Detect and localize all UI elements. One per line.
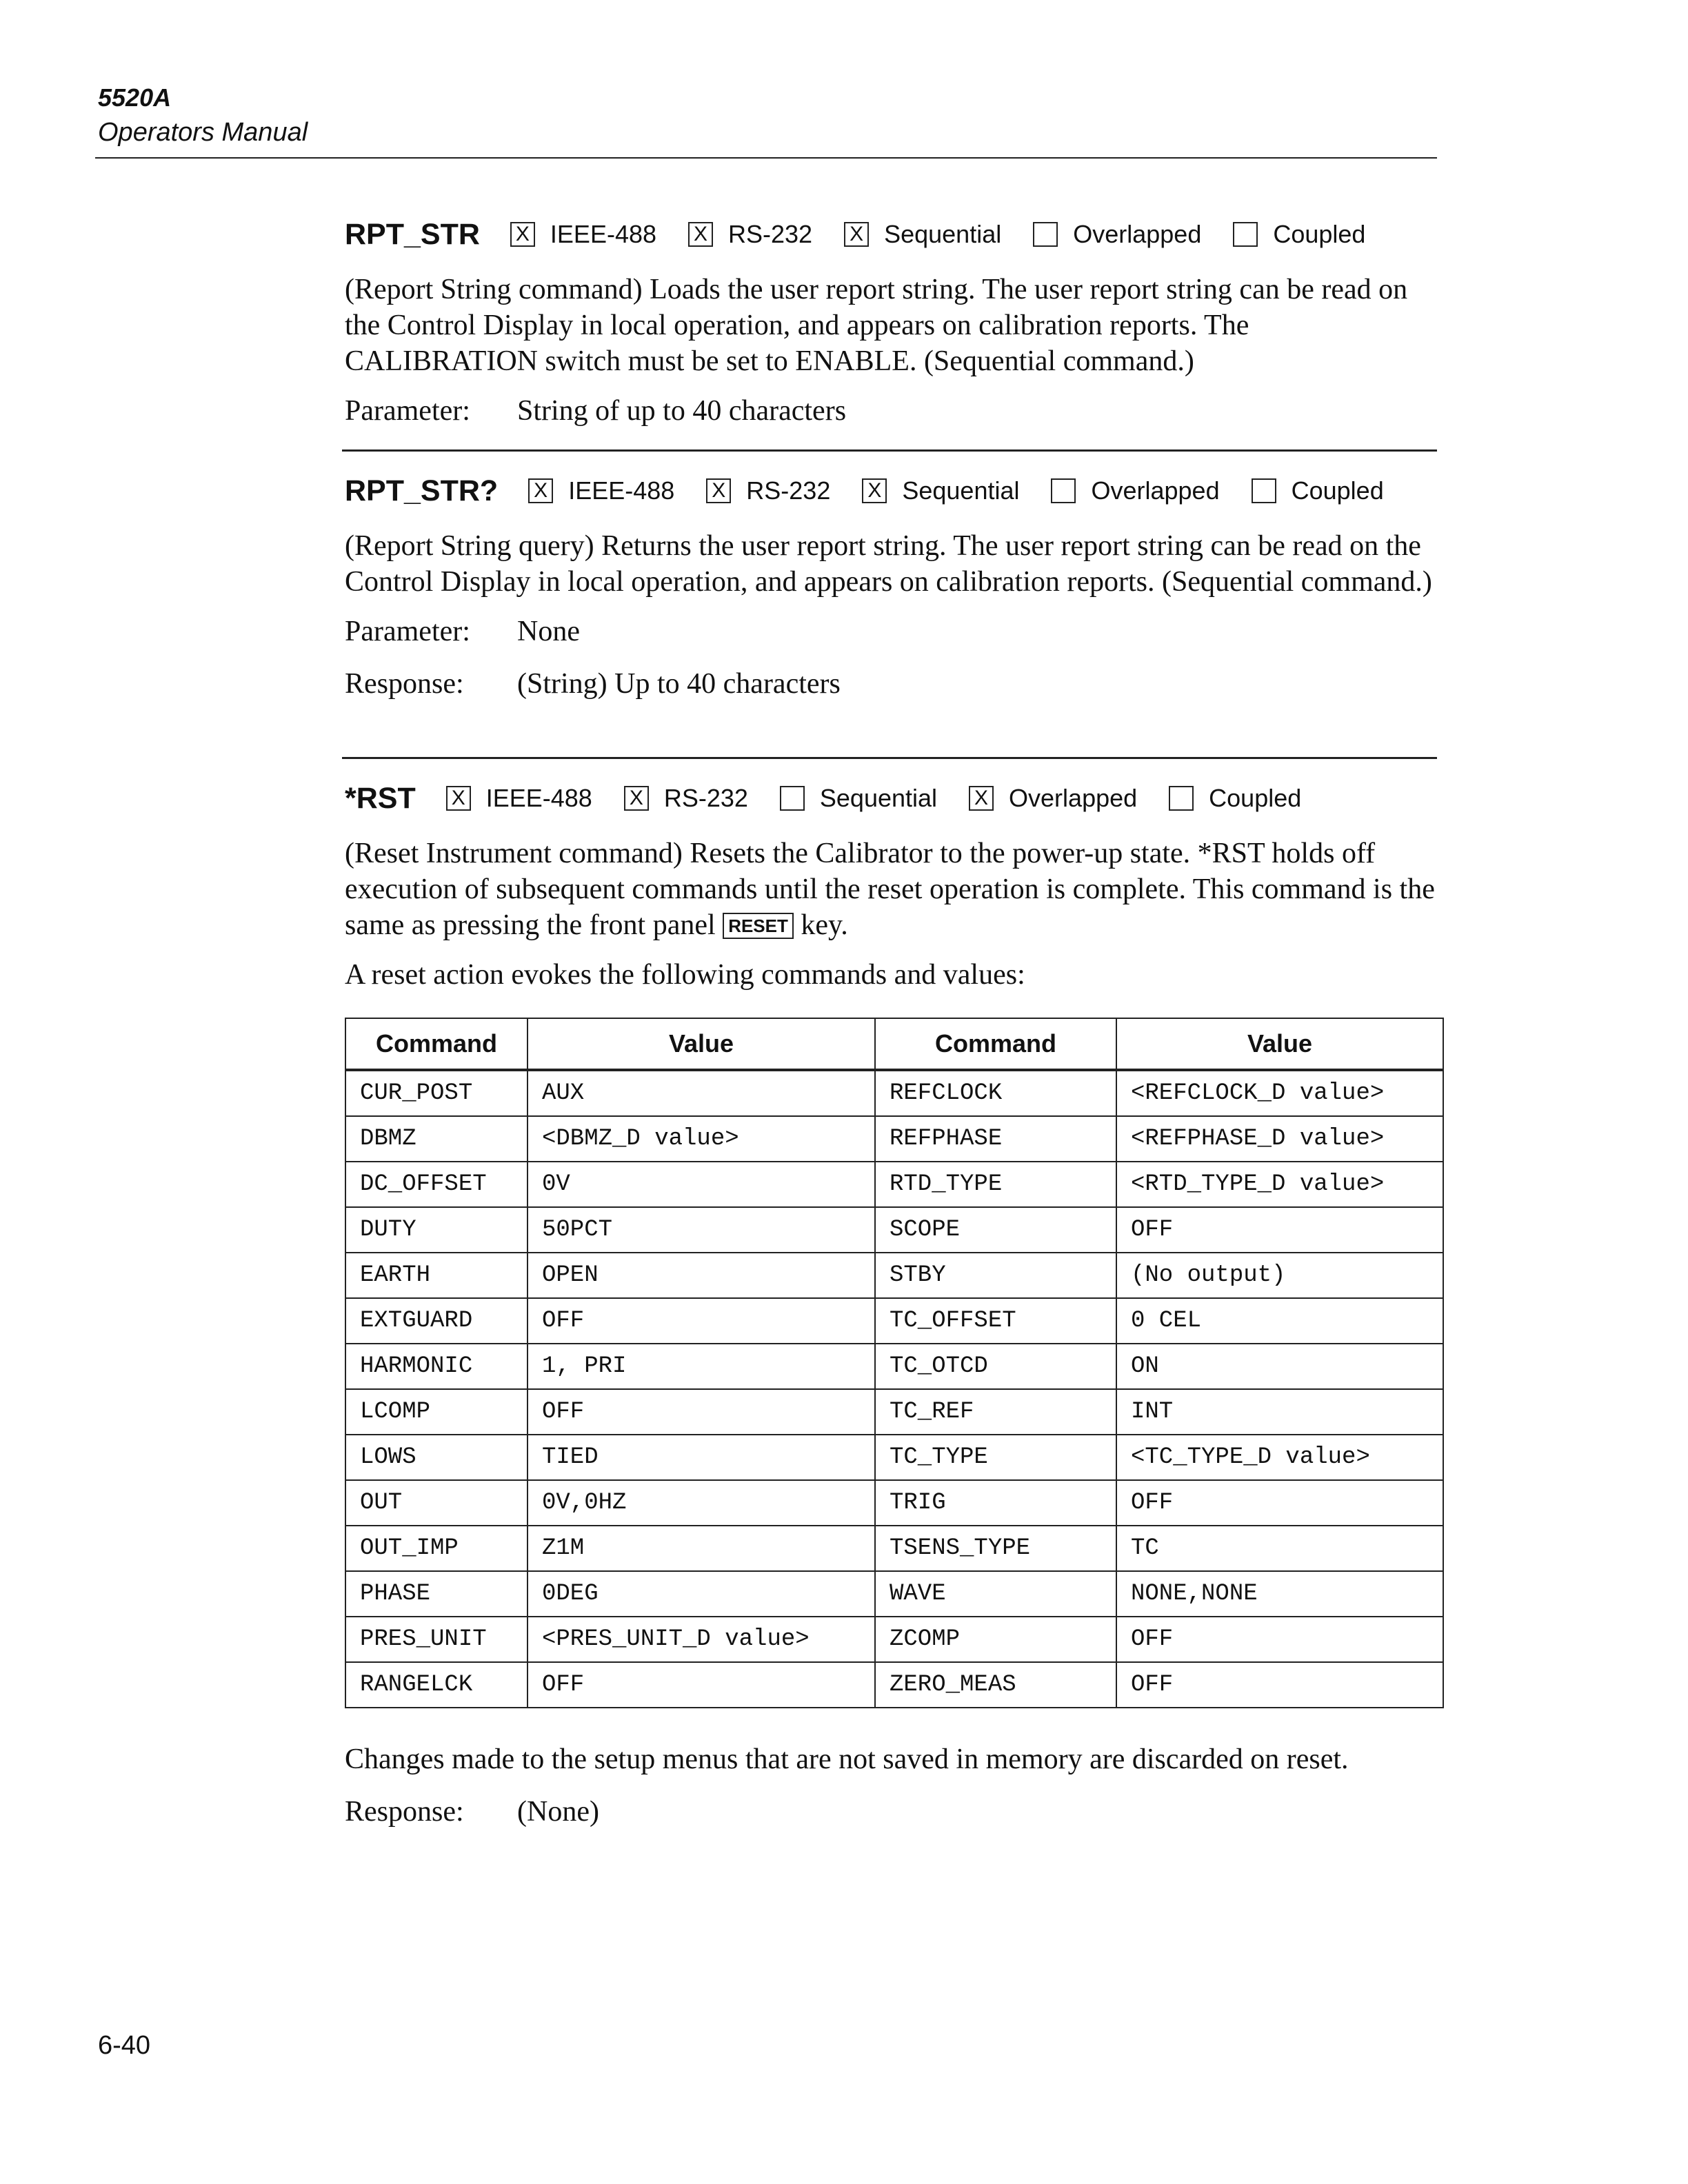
command-cell: TC_TYPE — [875, 1435, 1116, 1480]
table-row — [345, 1207, 1443, 1253]
value-cell: NONE,NONE — [1116, 1571, 1443, 1617]
flag-overlapped: Overlapped — [1033, 220, 1201, 249]
command-cell: DUTY — [345, 1207, 528, 1253]
command-cell: SCOPE — [875, 1207, 1116, 1253]
command-cell: EXTGUARD — [345, 1298, 528, 1344]
flag-sequential: X Sequential — [844, 220, 1001, 249]
value-cell: <PRES_UNIT_D value> — [528, 1617, 875, 1662]
command-cell: OUT_IMP — [345, 1526, 528, 1571]
command-header — [345, 470, 1437, 512]
table-row — [345, 1617, 1443, 1662]
checkbox-checked-icon: X — [624, 786, 649, 811]
value-cell: OFF — [1116, 1617, 1443, 1662]
response-row: Response: (None) — [345, 1796, 599, 1828]
command-cell: CUR_POST — [345, 1070, 528, 1116]
value-cell: <TC_TYPE_D value> — [1116, 1435, 1443, 1480]
response-row: Response: (String) Up to 40 characters — [345, 668, 841, 700]
column-header: Command — [875, 1018, 1116, 1070]
table-intro: A reset action evokes the following commands and values: — [345, 959, 1025, 991]
checkbox-checked-icon: X — [528, 478, 553, 503]
command-cell: PHASE — [345, 1571, 528, 1617]
value-cell: OFF — [528, 1662, 875, 1708]
command-cell: DBMZ — [345, 1116, 528, 1162]
value-cell: AUX — [528, 1070, 875, 1116]
checkbox-empty-icon — [1033, 222, 1058, 247]
section-rst — [345, 778, 1437, 993]
checkbox-checked-icon: X — [969, 786, 994, 811]
reset-note: Changes made to the setup menus that are not saved in memory are discarded on reset. — [345, 1743, 1349, 1775]
value-cell: OFF — [528, 1298, 875, 1344]
value-cell: <DBMZ_D value> — [528, 1116, 875, 1162]
parameter-row: Parameter: None — [345, 616, 580, 647]
flag-coupled: Coupled — [1169, 784, 1301, 813]
value-cell: 0V,0HZ — [528, 1480, 875, 1526]
command-description: (Report String command) Loads the user report string. The user report string can be read on the Control Display in local operation, and appears on calibration reports. The CALIBRATION switch must be set to ENABLE. (Sequential command.) — [345, 274, 1408, 377]
flag-coupled: Coupled — [1233, 220, 1365, 249]
flag-rs232: X RS-232 — [706, 476, 830, 505]
command-cell: REFPHASE — [875, 1116, 1116, 1162]
manual-title: Operators Manual — [98, 118, 308, 147]
checkbox-checked-icon: X — [688, 222, 713, 247]
checkbox-checked-icon: X — [706, 478, 731, 503]
value-cell: OFF — [1116, 1207, 1443, 1253]
command-cell: DC_OFFSET — [345, 1162, 528, 1207]
command-cell: TSENS_TYPE — [875, 1526, 1116, 1571]
value-cell: OFF — [528, 1389, 875, 1435]
command-cell: PRES_UNIT — [345, 1617, 528, 1662]
checkbox-checked-icon: X — [446, 786, 471, 811]
reset-key-icon: RESET — [723, 913, 794, 939]
command-cell: LOWS — [345, 1435, 528, 1480]
checkbox-empty-icon — [1051, 478, 1076, 503]
flag-rs232: X RS-232 — [688, 220, 812, 249]
command-cell: REFCLOCK — [875, 1070, 1116, 1116]
flag-sequential: X Sequential — [862, 476, 1019, 505]
value-cell: <REFPHASE_D value> — [1116, 1116, 1443, 1162]
column-header: Command — [345, 1018, 528, 1070]
command-cell: RTD_TYPE — [875, 1162, 1116, 1207]
table-row — [345, 1526, 1443, 1571]
checkbox-checked-icon: X — [510, 222, 535, 247]
table-row — [345, 1298, 1443, 1344]
table-row — [345, 1662, 1443, 1708]
value-cell: <REFCLOCK_D value> — [1116, 1070, 1443, 1116]
checkbox-empty-icon — [1252, 478, 1276, 503]
table-row — [345, 1344, 1443, 1389]
command-cell: ZERO_MEAS — [875, 1662, 1116, 1708]
flag-coupled: Coupled — [1252, 476, 1384, 505]
table-row — [345, 1162, 1443, 1207]
section-divider — [342, 449, 1437, 452]
flag-sequential: Sequential — [780, 784, 937, 813]
value-cell: TIED — [528, 1435, 875, 1480]
command-name: RPT_STR? — [345, 474, 499, 507]
value-cell: OFF — [1116, 1480, 1443, 1526]
table-row — [345, 1571, 1443, 1617]
value-cell: ON — [1116, 1344, 1443, 1389]
table-row — [345, 1116, 1443, 1162]
value-cell: 0 CEL — [1116, 1298, 1443, 1344]
flag-ieee488: X IEEE-488 — [528, 476, 674, 505]
command-cell: TRIG — [875, 1480, 1116, 1526]
manual-model: 5520A — [98, 83, 172, 112]
flag-overlapped: X Overlapped — [969, 784, 1137, 813]
parameter-row: Parameter: String of up to 40 characters — [345, 395, 847, 427]
reset-values-table — [345, 1018, 1444, 1708]
checkbox-empty-icon — [1169, 786, 1194, 811]
command-cell: TC_OFFSET — [875, 1298, 1116, 1344]
checkbox-checked-icon: X — [844, 222, 869, 247]
table-row — [345, 1435, 1443, 1480]
table-row — [345, 1389, 1443, 1435]
page-number: 6-40 — [98, 2031, 151, 2060]
value-cell: 0DEG — [528, 1571, 875, 1617]
command-cell: WAVE — [875, 1571, 1116, 1617]
value-cell: OPEN — [528, 1253, 875, 1298]
section-rpt-str — [345, 214, 1437, 429]
header-divider — [95, 157, 1437, 159]
command-name: RPT_STR — [345, 217, 480, 251]
value-cell: 1, PRI — [528, 1344, 875, 1389]
command-header — [345, 778, 1437, 819]
value-cell: Z1M — [528, 1526, 875, 1571]
flag-ieee488: X IEEE-488 — [446, 784, 592, 813]
section-rpt-str-query — [345, 470, 1437, 702]
command-header — [345, 214, 1437, 255]
section-divider — [342, 757, 1437, 759]
command-cell: OUT — [345, 1480, 528, 1526]
section-rst-footer — [345, 1741, 1437, 1830]
flag-ieee488: X IEEE-488 — [510, 220, 656, 249]
command-description: (Reset Instrument command) Resets the Calibrator to the power-up state. *RST holds off execution of subsequent commands until the reset operation is complete. This command is the same as pressing the front panel RESET key. — [345, 838, 1435, 941]
command-cell: EARTH — [345, 1253, 528, 1298]
table-row — [345, 1480, 1443, 1526]
table-header-row — [345, 1018, 1443, 1070]
command-cell: TC_OTCD — [875, 1344, 1116, 1389]
command-description: (Report String query) Returns the user report string. The user report string can be read on the Control Display in local operation, and appears on calibration reports. (Sequential command.) — [345, 530, 1432, 598]
command-cell: TC_REF — [875, 1389, 1116, 1435]
command-cell: LCOMP — [345, 1389, 528, 1435]
value-cell: TC — [1116, 1526, 1443, 1571]
command-cell: STBY — [875, 1253, 1116, 1298]
flag-overlapped: Overlapped — [1051, 476, 1219, 505]
value-cell: 0V — [528, 1162, 875, 1207]
column-header: Value — [1116, 1018, 1443, 1070]
value-cell: INT — [1116, 1389, 1443, 1435]
table-row — [345, 1070, 1443, 1116]
table-row — [345, 1253, 1443, 1298]
flag-rs232: X RS-232 — [624, 784, 748, 813]
command-cell: HARMONIC — [345, 1344, 528, 1389]
checkbox-empty-icon — [780, 786, 805, 811]
value-cell: 50PCT — [528, 1207, 875, 1253]
value-cell: <RTD_TYPE_D value> — [1116, 1162, 1443, 1207]
command-cell: RANGELCK — [345, 1662, 528, 1708]
value-cell: OFF — [1116, 1662, 1443, 1708]
checkbox-checked-icon: X — [862, 478, 887, 503]
column-header: Value — [528, 1018, 875, 1070]
value-cell: (No output) — [1116, 1253, 1443, 1298]
checkbox-empty-icon — [1233, 222, 1258, 247]
command-name: *RST — [345, 781, 416, 815]
command-cell: ZCOMP — [875, 1617, 1116, 1662]
